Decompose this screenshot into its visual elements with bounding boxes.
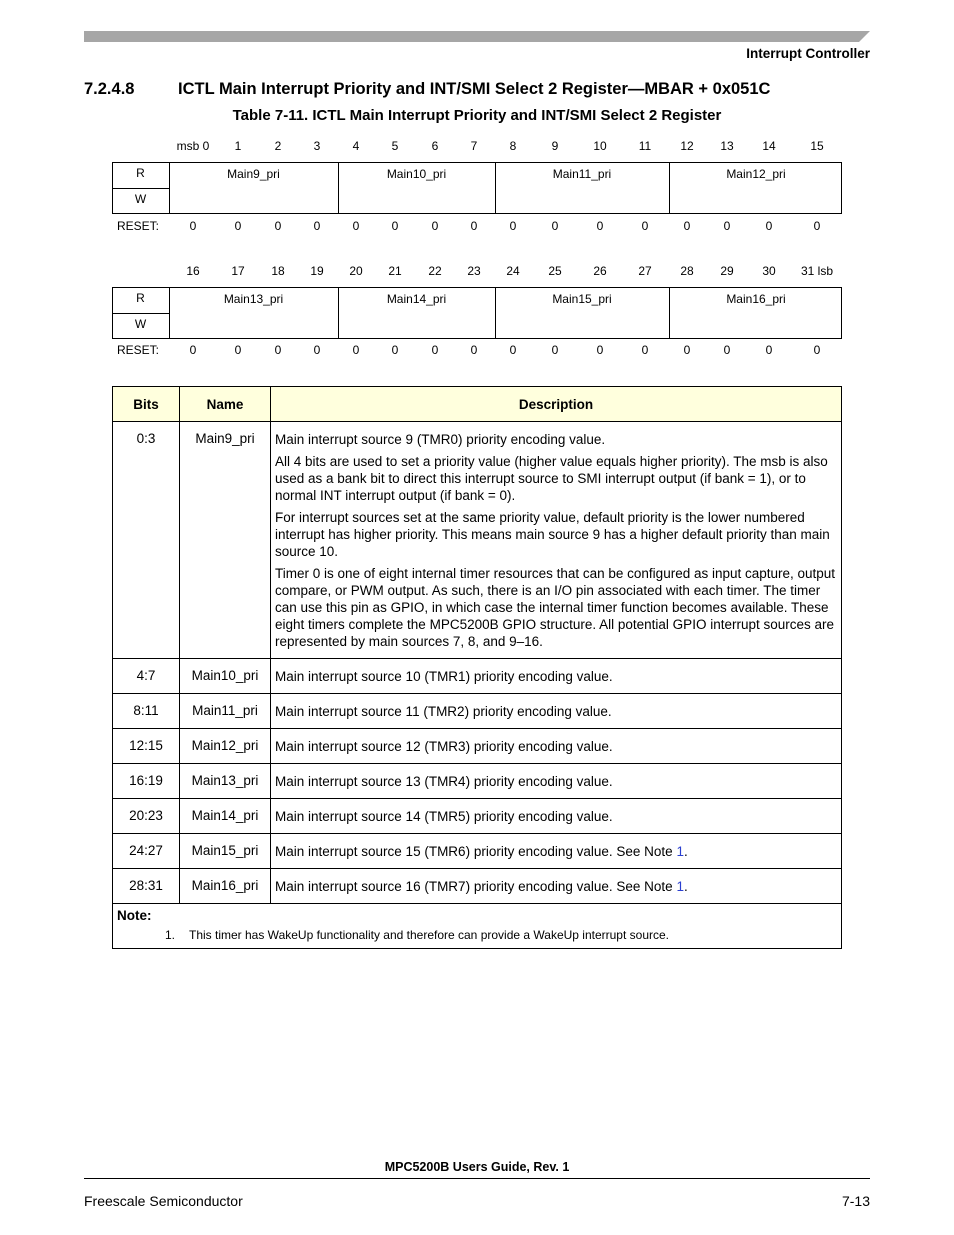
bit-number: 19 (310, 264, 324, 278)
description-text: Main interrupt source 16 (TMR7) priority encoding value. See Note (275, 879, 677, 894)
footer-rule (84, 1178, 870, 1179)
bit-number: 15 (810, 139, 824, 153)
field-description-table (112, 386, 842, 949)
table-header-row (113, 387, 842, 422)
reset-value: 0 (234, 343, 242, 357)
bit-number: 27 (638, 264, 652, 278)
bit-number: 5 (391, 139, 399, 153)
note-row (113, 904, 842, 949)
reset-value: 0 (431, 343, 439, 357)
reset-value: 0 (723, 343, 731, 357)
cell-bits: 24:27 (113, 834, 180, 869)
rw-divider (113, 313, 169, 314)
reset-value: 0 (274, 219, 282, 233)
cell-name: Main12_pri (180, 729, 271, 764)
bit-number: 2 (274, 139, 282, 153)
header-bar (84, 29, 870, 40)
running-head: Interrupt Controller (746, 46, 870, 61)
bit-number: 22 (428, 264, 442, 278)
cell-name: Main16_pri (180, 869, 271, 904)
table-row (113, 729, 842, 764)
reset-value: 0 (641, 343, 649, 357)
row-label-w: W (134, 192, 147, 206)
cell-bits: 16:19 (113, 764, 180, 799)
reset-value: 0 (274, 343, 282, 357)
bit-number: 20 (349, 264, 363, 278)
bit-number: 18 (271, 264, 285, 278)
table-row (113, 834, 842, 869)
note-cell (113, 904, 842, 949)
bit-number: 11 (638, 139, 652, 153)
cell-description (271, 422, 842, 659)
cell-name: Main15_pri (180, 834, 271, 869)
cell-bits: 8:11 (113, 694, 180, 729)
field-main9-pri: Main9_pri (227, 167, 280, 181)
description-paragraph: Timer 0 is one of eight internal timer resources that can be configured as input capture, output compare, or PWM output. As such, there is an I/O pin associated with each timer. The timer can use this pin as GPIO, in which case the internal timer function becomes available. These eight timers complete the MPC5200B GPIO structure. All potential GPIO interrupt sources are represented by main sources 7, 8, and 9–16. (275, 566, 836, 649)
reset-value: 0 (509, 343, 517, 357)
bit-number: 17 (231, 264, 245, 278)
bit-number: 30 (762, 264, 776, 278)
row-label-w: W (134, 317, 147, 331)
cell-description: Main interrupt source 13 (TMR4) priority encoding value. (271, 764, 842, 799)
bit-number: 25 (548, 264, 562, 278)
description-punct: . (683, 844, 688, 859)
field-main11-pri: Main11_pri (552, 167, 612, 181)
row-label-r: R (136, 166, 145, 180)
register-box (112, 287, 842, 339)
cell-name: Main10_pri (180, 659, 271, 694)
cell-description (271, 869, 842, 904)
description-punct: . (683, 879, 688, 894)
reset-value: 0 (352, 219, 360, 233)
field-main12-pri: Main12_pri (726, 167, 786, 181)
reset-value: 0 (470, 219, 478, 233)
cell-description: Main interrupt source 10 (TMR1) priority encoding value. (271, 659, 842, 694)
bit-number: 29 (720, 264, 734, 278)
reset-value: 0 (765, 343, 773, 357)
reset-value: 0 (683, 343, 691, 357)
table-row (113, 764, 842, 799)
cell-bits: 4:7 (113, 659, 180, 694)
cell-bits: 20:23 (113, 799, 180, 834)
col-header-name: Name (180, 387, 271, 422)
reset-value: 0 (470, 343, 478, 357)
bit-number: 13 (720, 139, 734, 153)
table-row (113, 869, 842, 904)
header-bar-shape (84, 31, 870, 42)
table-caption: Table 7-11. ICTL Main Interrupt Priority and INT/SMI Select 2 Register (232, 107, 722, 124)
bit-number: 8 (509, 139, 517, 153)
reset-value: 0 (189, 343, 197, 357)
cell-bits: 12:15 (113, 729, 180, 764)
cell-bits: 28:31 (113, 869, 180, 904)
reset-value: 0 (813, 343, 821, 357)
note-link[interactable]: 1 (676, 844, 684, 859)
table-row (113, 694, 842, 729)
section-title: ICTL Main Interrupt Priority and INT/SMI Select 2 Register—MBAR + 0x051C (178, 80, 771, 98)
bit-number: 16 (186, 264, 200, 278)
field-main16-pri: Main16_pri (726, 292, 786, 306)
bit-number: 10 (593, 139, 607, 153)
bit-number: 31 lsb (800, 264, 834, 278)
bit-number: 7 (470, 139, 478, 153)
reset-value: 0 (234, 219, 242, 233)
reset-value: 0 (391, 343, 399, 357)
description-paragraph: For interrupt sources set at the same priority value, default priority is the lower numbered interrupt has higher priority. This means main source 9 has a higher default priority than main source 10. (275, 510, 830, 559)
bit-number: 24 (506, 264, 520, 278)
note-link[interactable]: 1 (676, 879, 684, 894)
cell-description (271, 834, 842, 869)
field-main15-pri: Main15_pri (552, 292, 612, 306)
bit-number: 9 (551, 139, 559, 153)
note-number: 1. (165, 928, 176, 942)
description-text: Main interrupt source 15 (TMR6) priority encoding value. See Note (275, 844, 677, 859)
table-row (113, 659, 842, 694)
col-header-description: Description (271, 387, 842, 422)
bit-number: 3 (313, 139, 321, 153)
cell-description: Main interrupt source 11 (TMR2) priority encoding value. (271, 694, 842, 729)
bit-number: 28 (680, 264, 694, 278)
note-item (117, 928, 837, 942)
bit-number: 4 (352, 139, 360, 153)
cell-name: Main13_pri (180, 764, 271, 799)
bit-number: 14 (762, 139, 776, 153)
bit-number: 1 (234, 139, 242, 153)
reset-value: 0 (641, 219, 649, 233)
reset-value: 0 (813, 219, 821, 233)
bit-number: 26 (593, 264, 607, 278)
footer-company: Freescale Semiconductor (84, 1193, 243, 1209)
reset-value: 0 (723, 219, 731, 233)
reset-value: 0 (189, 219, 197, 233)
bit-number: msb 0 (176, 139, 210, 153)
bit-number: 12 (680, 139, 694, 153)
bit-number: 21 (388, 264, 402, 278)
cell-name: Main11_pri (180, 694, 271, 729)
reset-value: 0 (765, 219, 773, 233)
bit-number: 23 (467, 264, 481, 278)
reset-value: 0 (509, 219, 517, 233)
table-row (113, 422, 842, 659)
field-main10-pri: Main10_pri (386, 167, 447, 181)
section-number: 7.2.4.8 (84, 80, 135, 98)
field-main14-pri: Main14_pri (386, 292, 447, 306)
reset-value: 0 (596, 219, 604, 233)
reset-value: 0 (313, 343, 321, 357)
reset-value: 0 (391, 219, 399, 233)
reset-value: 0 (551, 343, 559, 357)
reset-value: 0 (551, 219, 559, 233)
cell-description: Main interrupt source 12 (TMR3) priority encoding value. (271, 729, 842, 764)
cell-description: Main interrupt source 14 (TMR5) priority encoding value. (271, 799, 842, 834)
reset-value: 0 (352, 343, 360, 357)
description-paragraph: Main interrupt source 9 (TMR0) priority encoding value. (275, 432, 606, 447)
row-label-reset: RESET: (117, 343, 160, 357)
col-header-bits: Bits (113, 387, 180, 422)
footer-page-number: 7-13 (841, 1193, 870, 1209)
reset-value: 0 (313, 219, 321, 233)
reset-value: 0 (431, 219, 439, 233)
footer-doc-title: MPC5200B Users Guide, Rev. 1 (384, 1160, 570, 1174)
cell-bits: 0:3 (113, 422, 180, 659)
row-label-reset: RESET: (117, 219, 160, 233)
bit-number: 6 (431, 139, 439, 153)
cell-name: Main14_pri (180, 799, 271, 834)
rw-divider (113, 188, 169, 189)
field-main13-pri: Main13_pri (223, 292, 284, 306)
table-row (113, 799, 842, 834)
reset-value: 0 (596, 343, 604, 357)
note-text: This timer has WakeUp functionality and therefore can provide a WakeUp interrupt source. (189, 928, 669, 942)
register-box (112, 162, 842, 214)
description-paragraph: All 4 bits are used to set a priority value (higher value equals higher priority). The msb is also used as a bank bit to direct this interrupt source to SMI interrupt output (if bank = 1), or to normal INT interrupt output (if bank = 0). (275, 454, 828, 503)
reset-value: 0 (683, 219, 691, 233)
cell-name: Main9_pri (180, 422, 271, 659)
note-label: Note: (117, 908, 152, 923)
row-label-r: R (136, 291, 145, 305)
